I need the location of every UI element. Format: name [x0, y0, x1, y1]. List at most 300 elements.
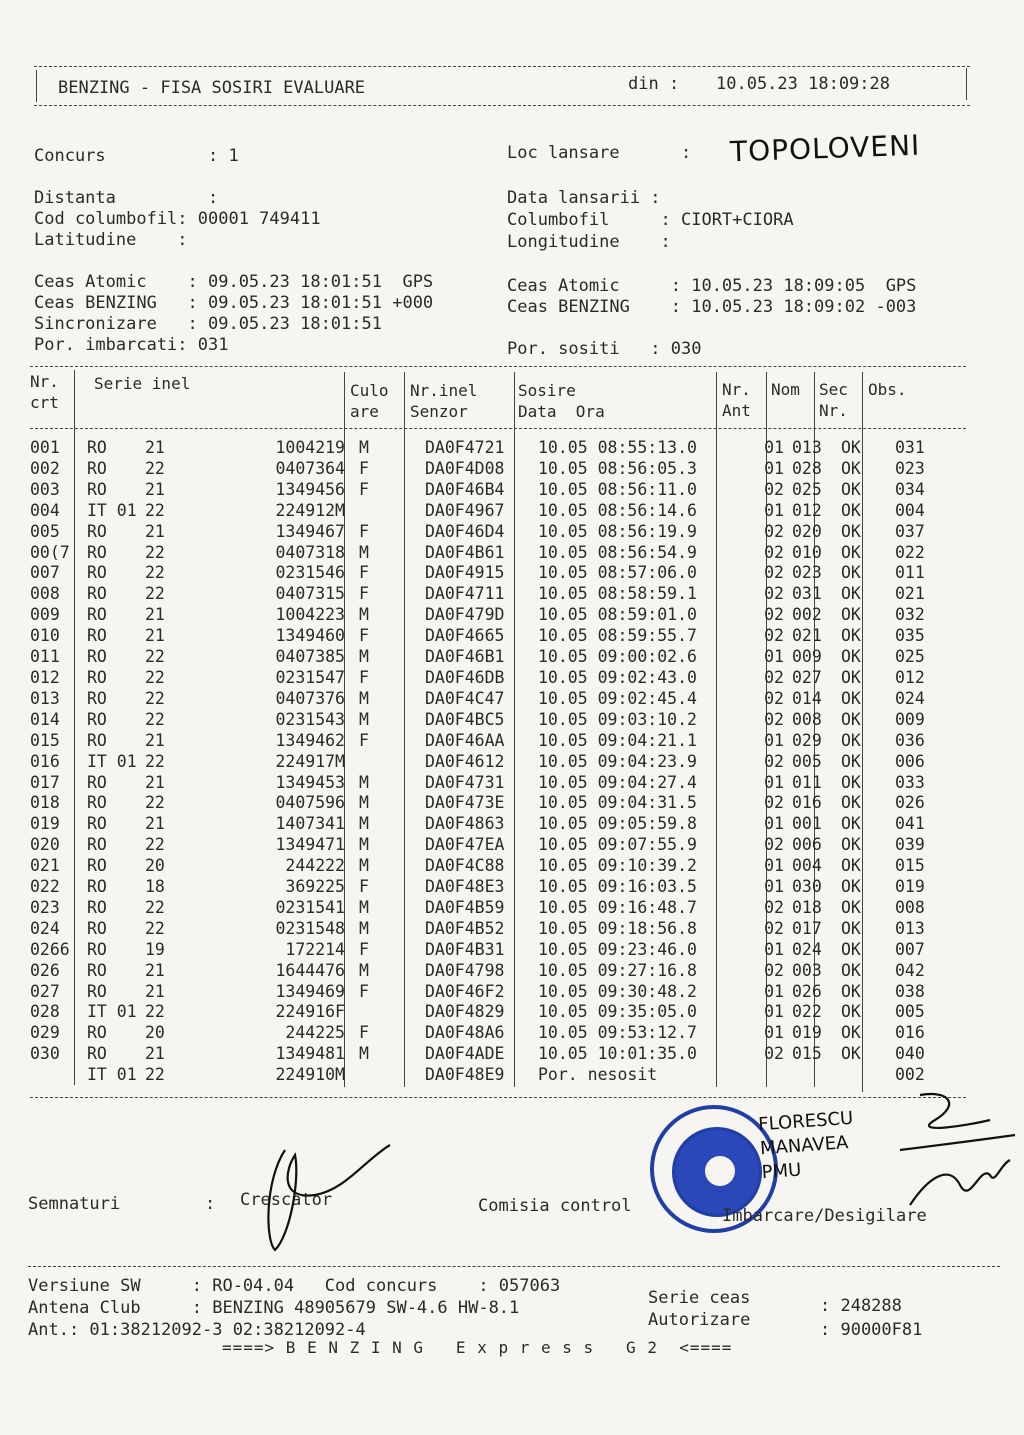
table-cell: 22: [145, 647, 165, 667]
table-cell: OK: [841, 584, 861, 604]
autorizare-value: : 90000F81: [820, 1320, 923, 1340]
sincronizare-line: Sincronizare : 09.05.23 18:01:51: [34, 314, 382, 334]
table-cell: 10.05 09:27:16.8: [538, 960, 697, 980]
table-cell: 010: [30, 626, 60, 646]
table-cell: M: [359, 709, 369, 729]
table-cell: 224912M: [275, 500, 345, 520]
table-cell: 02: [764, 793, 784, 813]
table-cell: DA0F46B4: [425, 479, 505, 499]
table-cell: 10.05 08:57:06.0: [538, 563, 697, 583]
table-cell: 015: [30, 730, 60, 750]
table-cell: OK: [841, 521, 861, 541]
table-cell: OK: [841, 877, 861, 897]
table-cell: 1349460: [275, 626, 345, 646]
table-cell: DA0F46D4: [425, 521, 505, 541]
table-cell: M: [359, 542, 369, 562]
table-cell: 039: [895, 835, 925, 855]
table-cell: 0231541: [275, 897, 345, 917]
table-cell: F: [359, 563, 369, 583]
table-cell: DA0F4B61: [425, 542, 505, 562]
table-header-bottom-border: [30, 428, 966, 429]
table-cell: RO: [87, 918, 107, 938]
table-cell: 034: [895, 479, 925, 499]
table-cell: 21: [145, 814, 165, 834]
table-row: [30, 856, 955, 877]
table-cell: 22: [145, 897, 165, 917]
table-cell: RO: [87, 667, 107, 687]
table-cell: DA0F4C88: [425, 856, 505, 876]
table-cell: RO: [87, 772, 107, 792]
table-cell: 244225: [285, 1023, 345, 1043]
din-label: din :: [628, 74, 680, 94]
table-row: [30, 438, 955, 459]
handwritten-commission-names: FLORESCU MANAVEA PMU: [757, 1107, 854, 1184]
table-cell: M: [359, 856, 369, 876]
table-cell: OK: [841, 605, 861, 625]
table-cell: 02: [764, 584, 784, 604]
table-cell: M: [359, 793, 369, 813]
table-cell: OK: [841, 730, 861, 750]
col-header-crt: crt: [30, 393, 59, 412]
table-cell: DA0F4BC5: [425, 709, 505, 729]
table-cell: 02: [764, 605, 784, 625]
table-cell: 02: [764, 626, 784, 646]
table-cell: RO: [87, 856, 107, 876]
col-header-sec-2: Nr.: [819, 401, 848, 420]
table-row: [30, 626, 955, 647]
table-cell: 0407376: [275, 688, 345, 708]
table-cell: 019: [895, 877, 925, 897]
col-header-nr: Nr.: [30, 372, 59, 391]
table-cell: 01: [764, 1002, 784, 1022]
table-cell: 1349456: [275, 479, 345, 499]
table-cell: 10.05 08:56:14.6: [538, 500, 697, 520]
table-bottom-border: [30, 1097, 966, 1098]
table-cell: DA0F4863: [425, 814, 505, 834]
table-cell: 21: [145, 626, 165, 646]
table-cell: DA0F46B1: [425, 647, 505, 667]
table-cell: 021: [895, 584, 925, 604]
table-row: [30, 605, 955, 626]
table-cell: 029: [30, 1023, 60, 1043]
table-row: [30, 543, 955, 564]
table-cell: 036: [895, 730, 925, 750]
table-cell: 026: [792, 981, 822, 1001]
table-cell: 023: [792, 563, 822, 583]
table-cell: 10.05 09:18:56.8: [538, 918, 697, 938]
table-cell: F: [359, 981, 369, 1001]
table-cell: DA0F46AA: [425, 730, 505, 750]
table-cell: 0231543: [275, 709, 345, 729]
table-top-border: [30, 366, 966, 367]
table-cell: 22: [145, 751, 165, 771]
table-cell: OK: [841, 772, 861, 792]
table-cell: 015: [792, 1044, 822, 1064]
table-cell: 22: [145, 667, 165, 687]
table-cell: OK: [841, 793, 861, 813]
table-cell: OK: [841, 563, 861, 583]
table-cell: 10.05 09:16:48.7: [538, 897, 697, 917]
header-right-border: [966, 68, 967, 100]
table-cell: [788, 1065, 837, 1086]
concurs-line: Concurs : 1: [34, 146, 239, 166]
table-cell: F: [359, 730, 369, 750]
table-cell: OK: [841, 939, 861, 959]
table-cell: 02: [764, 667, 784, 687]
table-cell: OK: [841, 458, 861, 478]
table-cell: 0407364: [275, 458, 345, 478]
table-cell: DA0F4721: [425, 438, 505, 457]
table-cell: 10.05 09:35:05.0: [538, 1002, 697, 1022]
table-cell: RO: [87, 521, 107, 541]
table-cell: 1407341: [275, 814, 345, 834]
table-cell: 01: [764, 1023, 784, 1043]
table-row: [30, 835, 955, 856]
table-cell: 014: [30, 709, 60, 729]
table-cell: 004: [30, 500, 60, 520]
table-cell: 031: [792, 584, 822, 604]
distanta-line: Distanta :: [34, 188, 219, 208]
table-cell: 1349467: [275, 521, 345, 541]
table-cell: 172214: [285, 939, 345, 959]
table-cell: 018: [792, 897, 822, 917]
table-cell: 005: [895, 1002, 925, 1022]
table-cell: 025: [895, 647, 925, 667]
table-cell: 020: [30, 835, 60, 855]
table-cell: 10.05 09:00:02.6: [538, 647, 697, 667]
arrivals-table-body: [30, 438, 955, 1086]
table-cell: 22: [145, 542, 165, 562]
table-cell: [359, 501, 419, 522]
table-cell: DA0F48E3: [425, 877, 505, 897]
table-row: [30, 710, 955, 731]
table-cell: 033: [895, 772, 925, 792]
table-cell: 022: [30, 877, 60, 897]
table-cell: 10.05 09:16:03.5: [538, 877, 697, 897]
table-cell: 008: [895, 897, 925, 917]
table-cell: F: [359, 877, 369, 897]
table-cell: DA0F4711: [425, 584, 505, 604]
table-cell: 016: [895, 1023, 925, 1043]
table-cell: RO: [87, 458, 107, 478]
table-cell: M: [359, 438, 369, 457]
table-cell: DA0F479D: [425, 605, 505, 625]
table-cell: 22: [145, 563, 165, 583]
table-cell: 10.05 08:56:05.3: [538, 458, 697, 478]
table-cell: F: [359, 1023, 369, 1043]
table-cell: 10.05 09:04:21.1: [538, 730, 697, 750]
commission-signature: [880, 1085, 1020, 1235]
crescator-signature: [255, 1140, 395, 1260]
table-cell: 10.05 09:02:43.0: [538, 667, 697, 687]
table-cell: 224917M: [275, 751, 345, 771]
table-row: [30, 919, 955, 940]
table-cell: OK: [841, 626, 861, 646]
table-cell: DA0F4731: [425, 772, 505, 792]
table-cell: 22: [145, 918, 165, 938]
table-cell: 02: [764, 960, 784, 980]
table-cell: RO: [87, 626, 107, 646]
table-cell: 012: [895, 667, 925, 687]
table-cell: [359, 1065, 419, 1086]
table-cell: DA0F4D08: [425, 458, 505, 478]
table-cell: 019: [792, 1023, 822, 1043]
table-cell: 026: [895, 793, 925, 813]
table-cell: M: [359, 647, 369, 667]
table-cell: 013: [30, 688, 60, 708]
table-cell: DA0F4829: [425, 1002, 505, 1022]
table-cell: 22: [145, 1002, 165, 1022]
table-cell: 004: [895, 500, 925, 520]
table-cell: 006: [792, 835, 822, 855]
table-cell: DA0F4665: [425, 626, 505, 646]
table-cell: 10.05 08:59:55.7: [538, 626, 697, 646]
table-cell: 0231548: [275, 918, 345, 938]
table-cell: 02: [764, 835, 784, 855]
table-cell: 1349481: [275, 1044, 345, 1064]
table-cell: 02: [764, 521, 784, 541]
arrivals-table: [30, 438, 955, 1086]
table-cell: 026: [30, 960, 60, 980]
table-cell: DA0F4915: [425, 563, 505, 583]
table-cell: RO: [87, 584, 107, 604]
imbarcare-label: Imbarcare/Desigilare: [722, 1206, 927, 1226]
table-cell: DA0F4B31: [425, 939, 505, 959]
table-cell: IT 01: [87, 751, 137, 771]
table-cell: 21: [145, 981, 165, 1001]
table-cell: RO: [87, 647, 107, 667]
table-cell: RO: [87, 438, 107, 457]
table-cell: 1004219: [275, 438, 345, 457]
table-cell: 10.05 08:56:19.9: [538, 521, 697, 541]
dove-icon: [705, 1156, 735, 1186]
table-cell: 10.05 08:56:54.9: [538, 542, 697, 562]
table-cell: 10.05 09:53:12.7: [538, 1023, 697, 1043]
table-cell: 031: [895, 438, 925, 457]
table-cell: 02: [764, 918, 784, 938]
table-cell: RO: [87, 542, 107, 562]
latitudine-line: Latitudine :: [34, 230, 188, 250]
table-cell: 22: [145, 793, 165, 813]
table-cell: 017: [792, 918, 822, 938]
table-row: [30, 773, 955, 794]
table-cell: 01: [764, 772, 784, 792]
table-cell: M: [359, 1044, 369, 1064]
col-header-senzor: Senzor: [410, 402, 468, 421]
table-cell: 005: [30, 521, 60, 541]
table-cell: 1349453: [275, 772, 345, 792]
footer-top-border: [28, 1266, 1000, 1267]
table-cell: RO: [87, 1044, 107, 1064]
table-cell: RO: [87, 1023, 107, 1043]
col-header-culo: Culo: [350, 381, 389, 400]
table-cell: F: [359, 584, 369, 604]
table-cell: 005: [792, 751, 822, 771]
col-header-nom: Nom: [771, 380, 800, 399]
table-cell: RO: [87, 814, 107, 834]
table-cell: OK: [841, 479, 861, 499]
table-cell: 016: [792, 793, 822, 813]
table-cell: 010: [792, 542, 822, 562]
ant-line: Ant.: 01:38212092-3 02:38212092-4: [28, 1320, 366, 1340]
table-cell: DA0F4612: [425, 751, 505, 771]
table-cell: 21: [145, 1044, 165, 1064]
table-cell: 023: [895, 458, 925, 478]
table-row: [30, 961, 955, 982]
table-cell: 10.05 08:59:01.0: [538, 605, 697, 625]
table-cell: 012: [792, 500, 822, 520]
table-cell: 10.05 09:04:27.4: [538, 772, 697, 792]
table-cell: 013: [895, 918, 925, 938]
table-cell: RO: [87, 709, 107, 729]
table-cell: RO: [87, 835, 107, 855]
table-cell: 19: [145, 939, 165, 959]
table-row: [30, 563, 955, 584]
table-cell: OK: [841, 688, 861, 708]
table-cell: RO: [87, 981, 107, 1001]
table-cell: DA0F4B52: [425, 918, 505, 938]
table-cell: 10.05 08:58:59.1: [538, 584, 697, 604]
table-cell: 21: [145, 960, 165, 980]
table-cell: 028: [792, 458, 822, 478]
table-cell: Por. nesosit: [538, 1065, 658, 1085]
table-cell: F: [359, 458, 369, 478]
table-cell: 01: [764, 730, 784, 750]
loc-lansare-handwritten: TOPOLOVENI: [729, 128, 921, 169]
table-row: [30, 940, 955, 961]
table-cell: OK: [841, 856, 861, 876]
table-cell: 01: [764, 438, 784, 457]
table-row: [30, 1023, 955, 1044]
table-cell: 017: [30, 772, 60, 792]
table-cell: 0407385: [275, 647, 345, 667]
table-cell: IT 01: [87, 1065, 137, 1085]
table-cell: 011: [30, 647, 60, 667]
table-cell: 041: [895, 814, 925, 834]
col-header-obs: Obs.: [868, 380, 907, 399]
table-cell: 001: [792, 814, 822, 834]
table-cell: DA0F46F2: [425, 981, 505, 1001]
table-cell: OK: [841, 981, 861, 1001]
table-cell: 006: [895, 751, 925, 771]
table-cell: [359, 752, 419, 773]
table-cell: 02: [764, 1044, 784, 1064]
table-cell: [30, 1065, 73, 1086]
table-cell: DA0F47EA: [425, 835, 505, 855]
table-cell: 01: [764, 856, 784, 876]
table-cell: 22: [145, 709, 165, 729]
table-row: [30, 647, 955, 668]
table-cell: IT 01: [87, 500, 137, 520]
table-cell: 10.05 09:05:59.8: [538, 814, 697, 834]
table-cell: OK: [841, 918, 861, 938]
table-cell: 01: [764, 939, 784, 959]
loc-lansare-label: Loc lansare :: [507, 143, 692, 163]
table-row: [30, 1044, 955, 1065]
por-imbarcati-line: Por. imbarcati: 031: [34, 335, 229, 355]
table-cell: RO: [87, 730, 107, 750]
col-header-nr-ant-1: Nr.: [722, 380, 751, 399]
col-header-nrinel: Nr.inel: [410, 381, 478, 400]
table-cell: OK: [841, 814, 861, 834]
table-cell: RO: [87, 877, 107, 897]
longitudine-line: Longitudine :: [507, 232, 671, 252]
table-cell: OK: [841, 667, 861, 687]
table-cell: 224916F: [275, 1002, 345, 1022]
table-cell: 21: [145, 605, 165, 625]
table-cell: 10.05 09:03:10.2: [538, 709, 697, 729]
table-cell: OK: [841, 709, 861, 729]
table-cell: 001: [30, 438, 60, 457]
table-cell: 02: [764, 563, 784, 583]
table-cell: 027: [792, 667, 822, 687]
table-row: [30, 480, 955, 501]
table-cell: 0407318: [275, 542, 345, 562]
table-cell: 01: [764, 500, 784, 520]
table-row: [30, 731, 955, 752]
comisia-control-label: Comisia control: [478, 1196, 632, 1216]
cod-columbofil-line: Cod columbofil: 00001 749411: [34, 209, 321, 229]
ceas-atomic-end: Ceas Atomic : 10.05.23 18:09:05 GPS: [507, 276, 917, 296]
table-cell: 0266: [30, 939, 70, 959]
table-cell: 002: [792, 605, 822, 625]
table-row: [30, 898, 955, 919]
table-cell: 019: [30, 814, 60, 834]
table-cell: 008: [792, 709, 822, 729]
table-row: [30, 501, 955, 522]
semnaturi-label: Semnaturi: [28, 1194, 121, 1214]
table-cell: OK: [841, 835, 861, 855]
versiune-line: Versiune SW : RO-04.04 Cod concurs : 057063: [28, 1276, 561, 1296]
table-cell: 008: [30, 584, 60, 604]
table-cell: M: [359, 605, 369, 625]
table-cell: RO: [87, 688, 107, 708]
table-cell: 10.05 08:56:11.0: [538, 479, 697, 499]
table-cell: 22: [145, 835, 165, 855]
table-cell: 011: [792, 772, 822, 792]
serie-ceas-label: Serie ceas: [648, 1288, 751, 1308]
table-cell: M: [359, 918, 369, 938]
table-cell: 020: [792, 521, 822, 541]
table-cell: 21: [145, 730, 165, 750]
table-cell: DA0F46DB: [425, 667, 505, 687]
table-cell: DA0F4967: [425, 500, 505, 520]
table-row: [30, 668, 955, 689]
table-cell: 02: [764, 688, 784, 708]
table-cell: 10.05 09:10:39.2: [538, 856, 697, 876]
table-cell: RO: [87, 479, 107, 499]
table-cell: 10.05 09:23:46.0: [538, 939, 697, 959]
stamp-inner-circle: [672, 1127, 762, 1217]
table-cell: 1349471: [275, 835, 345, 855]
table-cell: 024: [895, 688, 925, 708]
table-cell: 01: [764, 877, 784, 897]
table-cell: 10.05 09:07:55.9: [538, 835, 697, 855]
table-row: [30, 522, 955, 543]
table-cell: OK: [841, 1002, 861, 1022]
table-cell: 01: [764, 981, 784, 1001]
table-cell: 22: [145, 458, 165, 478]
ceas-benzing-start: Ceas BENZING : 09.05.23 18:01:51 +000: [34, 293, 434, 313]
por-sositi-line: Por. sositi : 030: [507, 339, 702, 359]
table-cell: 21: [145, 521, 165, 541]
table-cell: 032: [895, 605, 925, 625]
data-lansarii-line: Data lansarii :: [507, 188, 661, 208]
table-cell: 009: [792, 647, 822, 667]
table-cell: 015: [895, 856, 925, 876]
table-cell: 022: [895, 542, 925, 562]
table-cell: 027: [30, 981, 60, 1001]
